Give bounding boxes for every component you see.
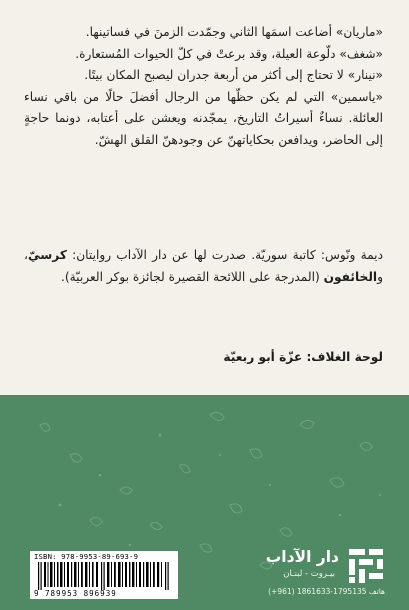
blurb-line-yasmine: «ياسمين» التي لم يكن حظّها من الرجال أفضلَ حالًا من باقي نساء العائلة. نساءٌ أسيراتُ التاريخ، يمجّدنه ويعشن على أعتابه، دونما حاجةٍ إلى الحاضر، ويدافعن بحكاياتهنّ عن وجودهنّ القلق الهشّ. [24,89,383,147]
author-intro: ديمة ونّوس: كاتبة سوريّة. صدرت لها عن دار الآداب روايتان: [72,248,384,262]
publisher-city: بيـروت - لبنـان [283,569,335,579]
blurb [24,22,383,151]
novel-title-2: الخائفون [323,269,378,284]
author-bio [24,245,383,288]
author-note: (المدرجة على اللائحة القصيرة لجائزة بوكر العربيّة). [61,269,324,284]
barcode-digits: 9 789953 896939 [34,589,117,598]
publisher-logo-icon [347,547,385,585]
isbn-text: ISBN: 978-9953-89-693-9 [34,552,139,561]
publisher-phone: هاتف 1795135-1861633 (961+) [268,587,385,596]
conjunction: ، و [24,248,383,284]
publisher-block [225,545,385,600]
novel-title-1: كرسيّ [27,248,67,262]
barcode-label [30,551,178,599]
blurb-line-ninar: «نينار» لا تحتاج إلى أكثر من أربعة جدران ليصبح المكان بيتًا. [84,68,383,82]
publisher-name: دار الآداب [265,548,339,566]
blurb-line-shaghaf: «شغف» دلّوعة العيلة، وقد برعتْ في كلّ الحيوات المُستعارة. [75,46,383,61]
author-bio-text [24,245,383,288]
barcode-icon [36,562,172,590]
blurb-line-marian: «ماريان» أضاعت اسمَها الثاني وجمّدت الزمنَ في فساتينها. [85,25,383,39]
cover-credit: لوحة الغلاف: عزّة أبو ربعيّة [223,350,383,364]
